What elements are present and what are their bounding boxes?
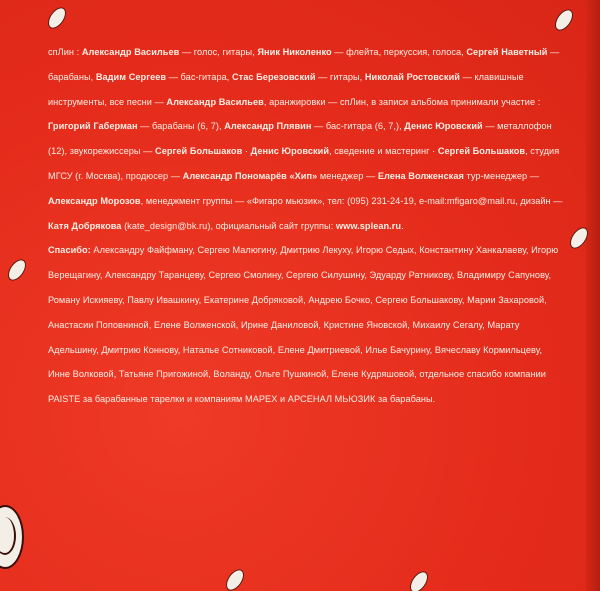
credit-role-text: — барабаны (6, 7), bbox=[137, 121, 225, 132]
credit-role-text: — бас-гитара (6, 7,), bbox=[311, 121, 405, 132]
credit-role-text: , студия МГСУ (г. Москва), продюсер — bbox=[48, 146, 560, 181]
credit-name: Александр Васильев bbox=[81, 47, 180, 57]
credit-name: Сергей Большаков bbox=[155, 146, 243, 157]
pill-ornament bbox=[4, 256, 29, 284]
booklet-spine-shadow bbox=[586, 0, 600, 591]
credit-role-text: , сведение и мастеринг · bbox=[329, 146, 438, 157]
corner-swirl-ornament bbox=[0, 505, 24, 569]
credit-name: Денис Юровский bbox=[404, 121, 483, 132]
credit-name: Катя Добрякова bbox=[48, 220, 122, 231]
credit-name: Александр Плявин bbox=[224, 121, 312, 132]
credit-role-text: — голос, гитары, bbox=[179, 47, 258, 57]
credit-role-text: — металлофон (12), звукорежиссеры — bbox=[48, 121, 552, 157]
credit-role-text: менеджер — bbox=[317, 170, 378, 181]
credit-name: Сергей Наветный bbox=[466, 47, 548, 57]
credit-name: Григорий Габерман bbox=[48, 121, 138, 132]
credit-role-text: , менеджмент группы — «Фигаро мьюзик», тел: (095) 231-24-19, e-mail:mfigaro@mail.ru, дизайн — bbox=[140, 195, 563, 206]
credit-name: Александр Морозов bbox=[48, 195, 141, 206]
credit-name: Сергей Большаков bbox=[437, 146, 526, 157]
credit-name: Александр Васильев bbox=[166, 96, 264, 107]
credit-name: Николай Ростовский bbox=[364, 71, 460, 82]
pill-ornament bbox=[44, 4, 69, 32]
credit-role-text: спЛин : bbox=[48, 47, 82, 57]
credits-text-block bbox=[48, 40, 563, 412]
credit-role-text: , аранжировки — спЛин, в записи альбома принимали участие : bbox=[263, 96, 541, 107]
credit-role-text: (kate_design@bk.ru), официальный сайт группы: bbox=[121, 220, 336, 231]
credit-name: Яник Николенко bbox=[257, 47, 332, 57]
credit-name: Стас Березовский bbox=[232, 71, 316, 82]
credit-role-text: — барабаны, bbox=[48, 47, 560, 82]
credits-paragraph bbox=[48, 40, 563, 238]
pill-ornament bbox=[406, 568, 431, 591]
thanks-text: Александру Файфману, Сергею Малюгину, Дмитрию Лекуху, Игорю Седых, Константину Ханкалаеву, Игорю Верещагину, Александру Таранцеву, Сергею Смолину, Сергею Силушину, Эдуарду Ратникову, Владимиру Сапунову, Роману Искияеву, Павлу Ивашкину, Екатерине Добряковой, Андрею Бочко, Сергею Большакову, Марии Захаровой, Анастасии Поповниной, Елене Волженской, Ирине Даниловой, Кристине Яновской, Михаилу Сегалу, Марату Адельшину, Дмитрию Коннову, Наталье Сотниковой, Елене Дмитриевой, Илье Бачурину, Вячеславу Кормильцеву, Инне Волковой, Татьяне Пригожиной, Воланду, Ольге Пушкиной, Елене Кудряшовой, отдельное спасибо компании PAISTE за барабанные тарелки и компаниям МАРЕХ и АРСЕНАЛ МЬЮЗИК за барабаны. bbox=[48, 245, 559, 405]
thanks-paragraph bbox=[48, 238, 563, 412]
credit-role-text: — клавишные инструменты, все песни — bbox=[48, 71, 524, 107]
credit-role-text: тур-менеджер — bbox=[463, 170, 540, 181]
credit-name: www.splean.ru bbox=[335, 220, 402, 231]
credit-name: Денис Юровский bbox=[250, 146, 330, 157]
pill-ornament bbox=[551, 6, 576, 34]
credit-role-text: — бас-гитара, bbox=[166, 71, 232, 82]
credit-name: Елена Волженская bbox=[377, 170, 464, 181]
pill-ornament bbox=[222, 566, 247, 591]
credit-role-text: . bbox=[401, 220, 404, 231]
credit-role-text: · bbox=[242, 146, 251, 157]
credit-role-text: — флейта, перкуссия, голоса, bbox=[331, 47, 467, 57]
credit-name: Вадим Сергеев bbox=[95, 71, 167, 82]
credit-name: Александр Пономарёв «Хип» bbox=[182, 170, 318, 181]
credit-role-text: — гитары, bbox=[315, 71, 365, 82]
thanks-label: Спасибо: bbox=[48, 245, 91, 256]
